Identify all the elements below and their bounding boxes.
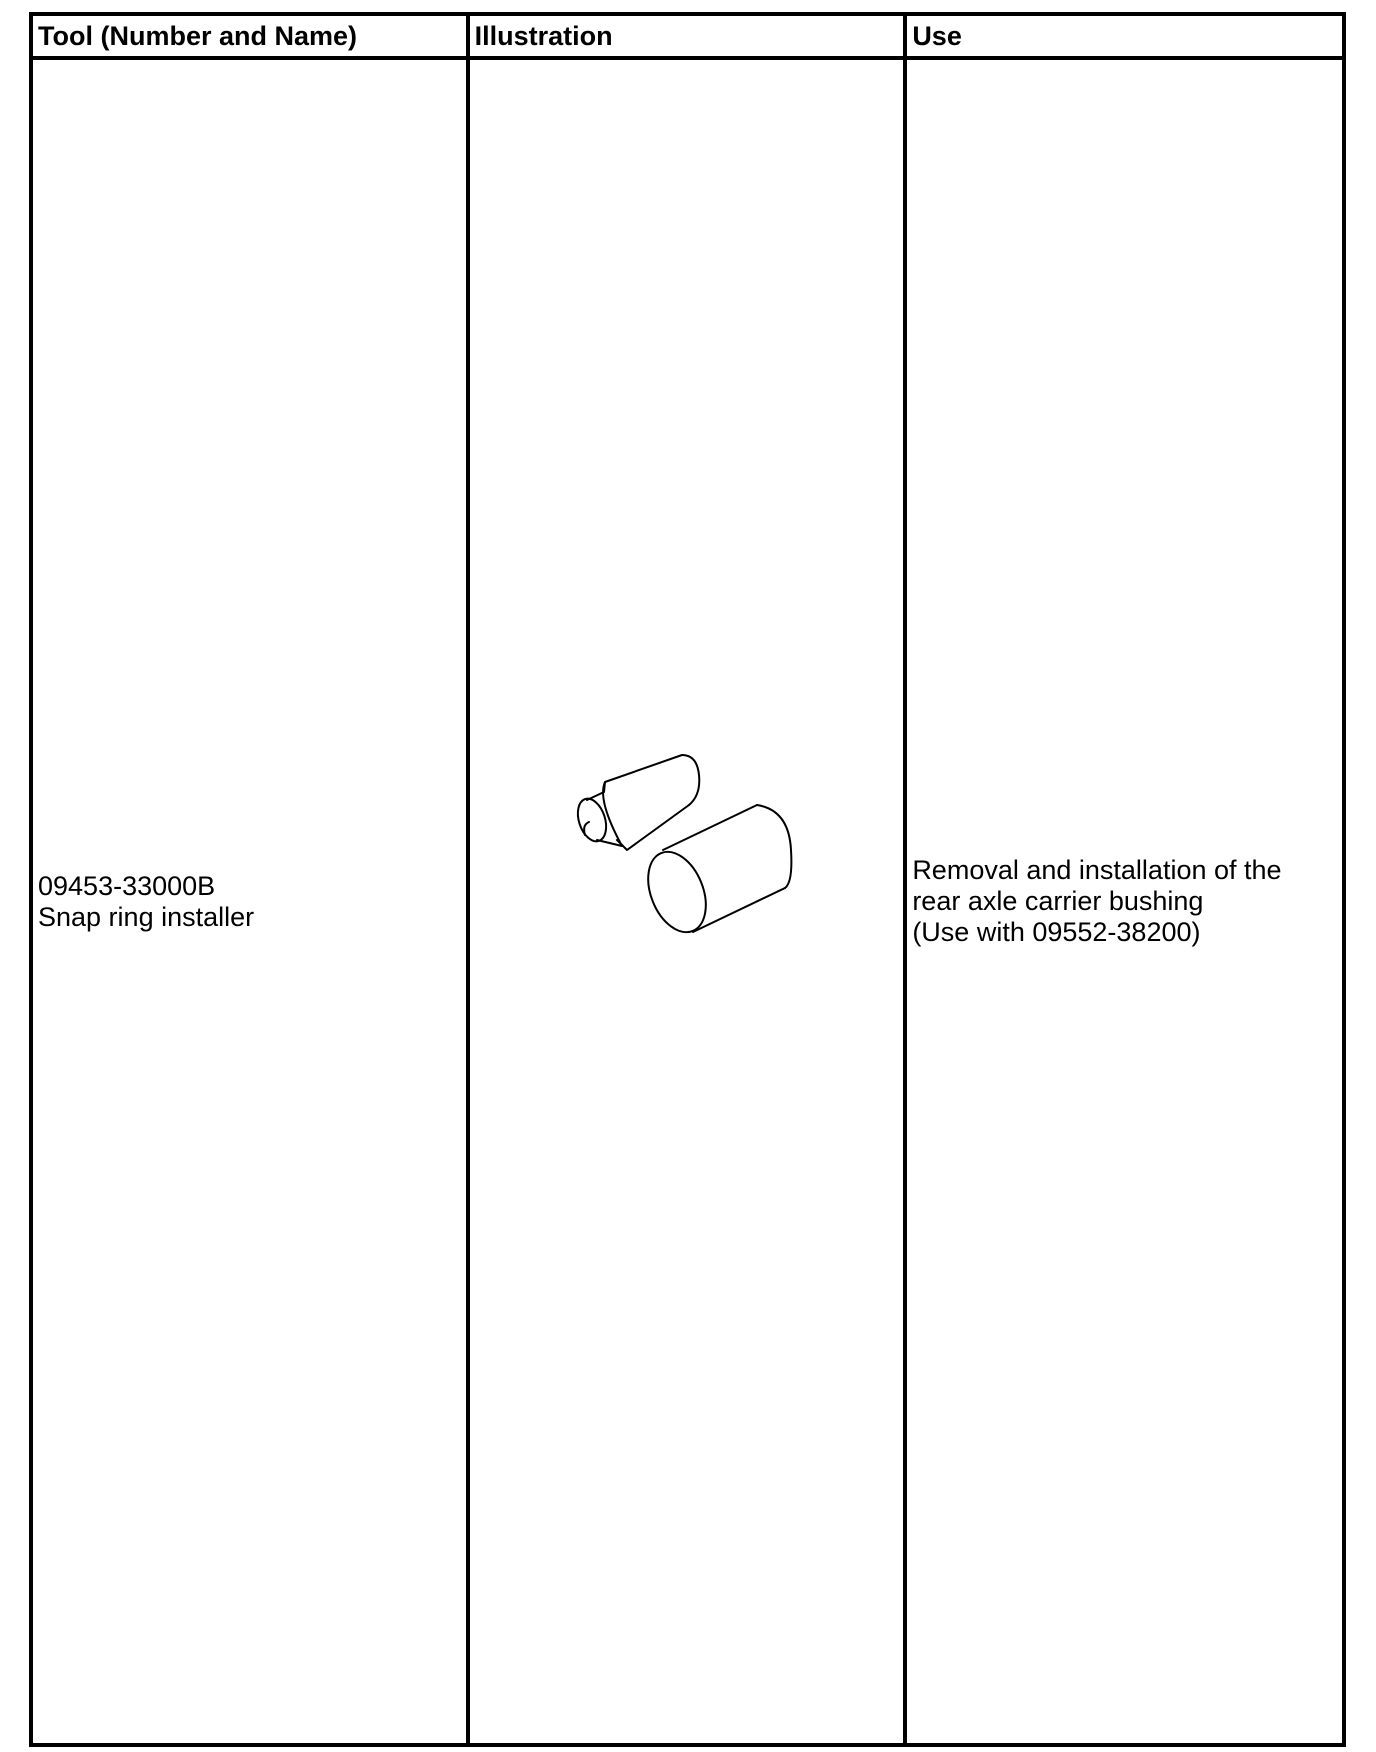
tool-number: 09453-33000B [38,870,216,901]
use-text-line: (Use with 09552-38200) [912,917,1201,947]
illustration-cell [468,58,906,1745]
header-illustration: Illustration [468,14,906,58]
table-header-row [31,14,1344,58]
tool-cell [31,58,468,1745]
header-tool: Tool (Number and Name) [31,14,468,58]
use-text-line: Removal and installation of the [912,855,1282,885]
use-text-line: rear axle carrier bushing [912,886,1204,916]
use-cell [905,58,1344,1745]
header-use: Use [905,14,1344,58]
tool-name: Snap ring installer [38,901,255,932]
table-row [31,58,1344,1745]
snap-ring-installer-icon [567,750,827,970]
special-tool-table [29,12,1346,1747]
